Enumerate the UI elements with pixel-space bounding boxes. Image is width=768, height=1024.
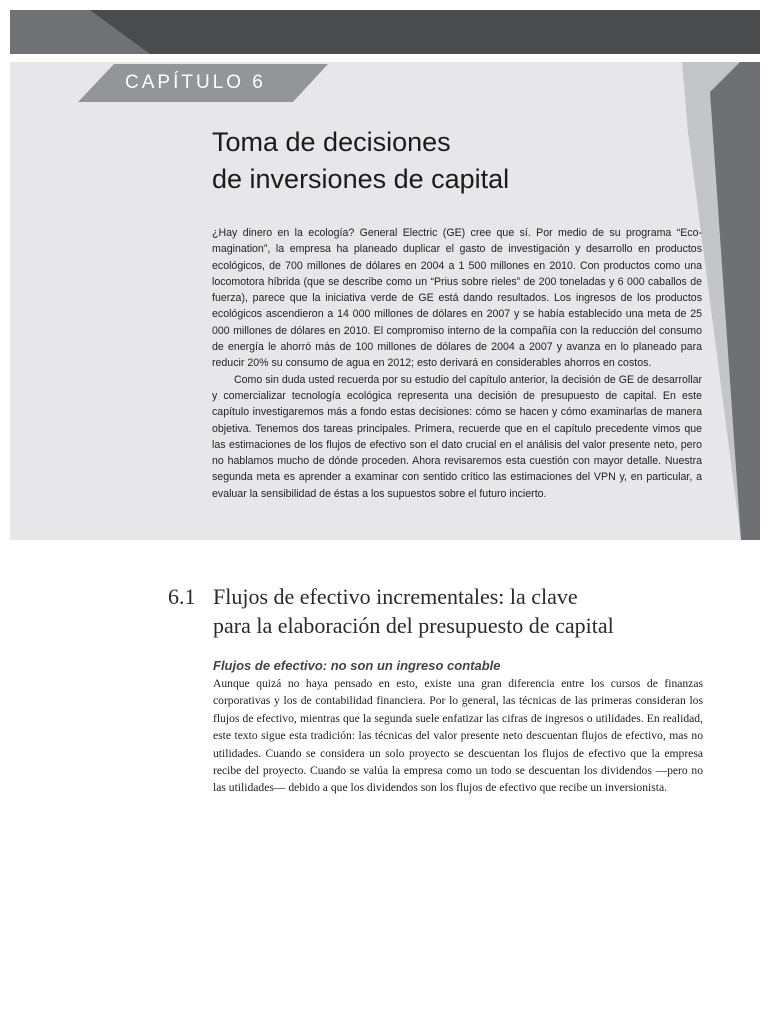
body-text: [213, 675, 703, 797]
chapter-label: CAPÍTULO 6: [125, 72, 266, 93]
body-paragraph: Aunque quizá no haya pensado en esto, existe una gran diferencia entre los cursos de finanzas corporativas y los de contabilidad financiera. Por lo general, las técnicas de las primeras consideran los flujos de efectivo, mientras que la segunda suele enfatizar las cifras de ingresos o utilidades. En realidad, este texto sigue esta tradición: las técnicas del valor presente neto descuentan flujos de efectivo, mas no utilidades. Cuando se considera un solo proyecto se descuentan los flujos de efectivo que la empresa recibe del proyecto. Cuando se valúa la empresa como un todo se descuentan los dividendos —pero no las utilidades— debido a que los dividendos son los flujos de efectivo que recibe un inversionista.: [213, 677, 703, 795]
chapter-title-line2: de inversiones de capital: [212, 164, 510, 194]
subsection-heading: Flujos de efectivo: no son un ingreso contable: [213, 658, 501, 673]
intro-paragraph-2: Como sin duda usted recuerda por su estudio del capítulo anterior, la decisión de GE de desarrollar y comercializar tecnología ecológica representa una decisión de presupuesto de capital. En este capítulo investigaremos más a fondo estas decisiones: cómo se hacen y cómo examinarlas de manera objetiva. Tenemos dos tareas principales. Primera, recuerde que en el capítulo precedente vimos que las estimaciones de los flujos de efectivo son el dato crucial en el análisis del valor presente neto, pero no hablamos mucho de dónde proceden. Ahora revisaremos esta cuestión con mayor detalle. Nuestra segunda meta es aprender a examinar con sentido crítico las estimaciones del VPN y, en particular, a evaluar la sensibilidad de éstas a los supuestos sobre el futuro incierto.: [212, 373, 702, 500]
intro-paragraph-1: ¿Hay dinero en la ecología? General Electric (GE) cree que sí. Por medio de su programa “Eco-magination”, la empresa ha planeado duplicar el gasto de investigación y desarrollo en productos ecológicos, de 700 millones de dólares en 2004 a 1 500 millones en 2010. Con productos como una locomotora híbrida (que se describe como un “Prius sobre rieles” de 200 toneladas y 6 000 caballos de fuerza), parece que la iniciativa verde de GE está dando resultados. Los ingresos de los productos ecológicos ascendieron a 14 000 millones de dólares en 2007 y se había establecido una meta de 25 000 millones de dólares en 2010. El compromiso interno de la compañía con la reducción del consumo de energía le ahorró más de 100 millones de dólares de 2004 a 2007 y avanza en lo planeado para reducir 20% su consumo de agua en 2012; esto derivará en considerables ahorros en costos.: [212, 227, 702, 370]
section-number: 6.1: [168, 584, 196, 609]
chapter-title: [212, 124, 652, 198]
section-title-line1: Flujos de efectivo incrementales: la clave: [213, 584, 578, 609]
section-title-line2: para la elaboración del presupuesto de capital: [213, 613, 614, 638]
section-title: [213, 582, 733, 640]
chapter-title-line1: Toma de decisiones: [212, 127, 451, 157]
chapter-intro: [212, 225, 702, 502]
